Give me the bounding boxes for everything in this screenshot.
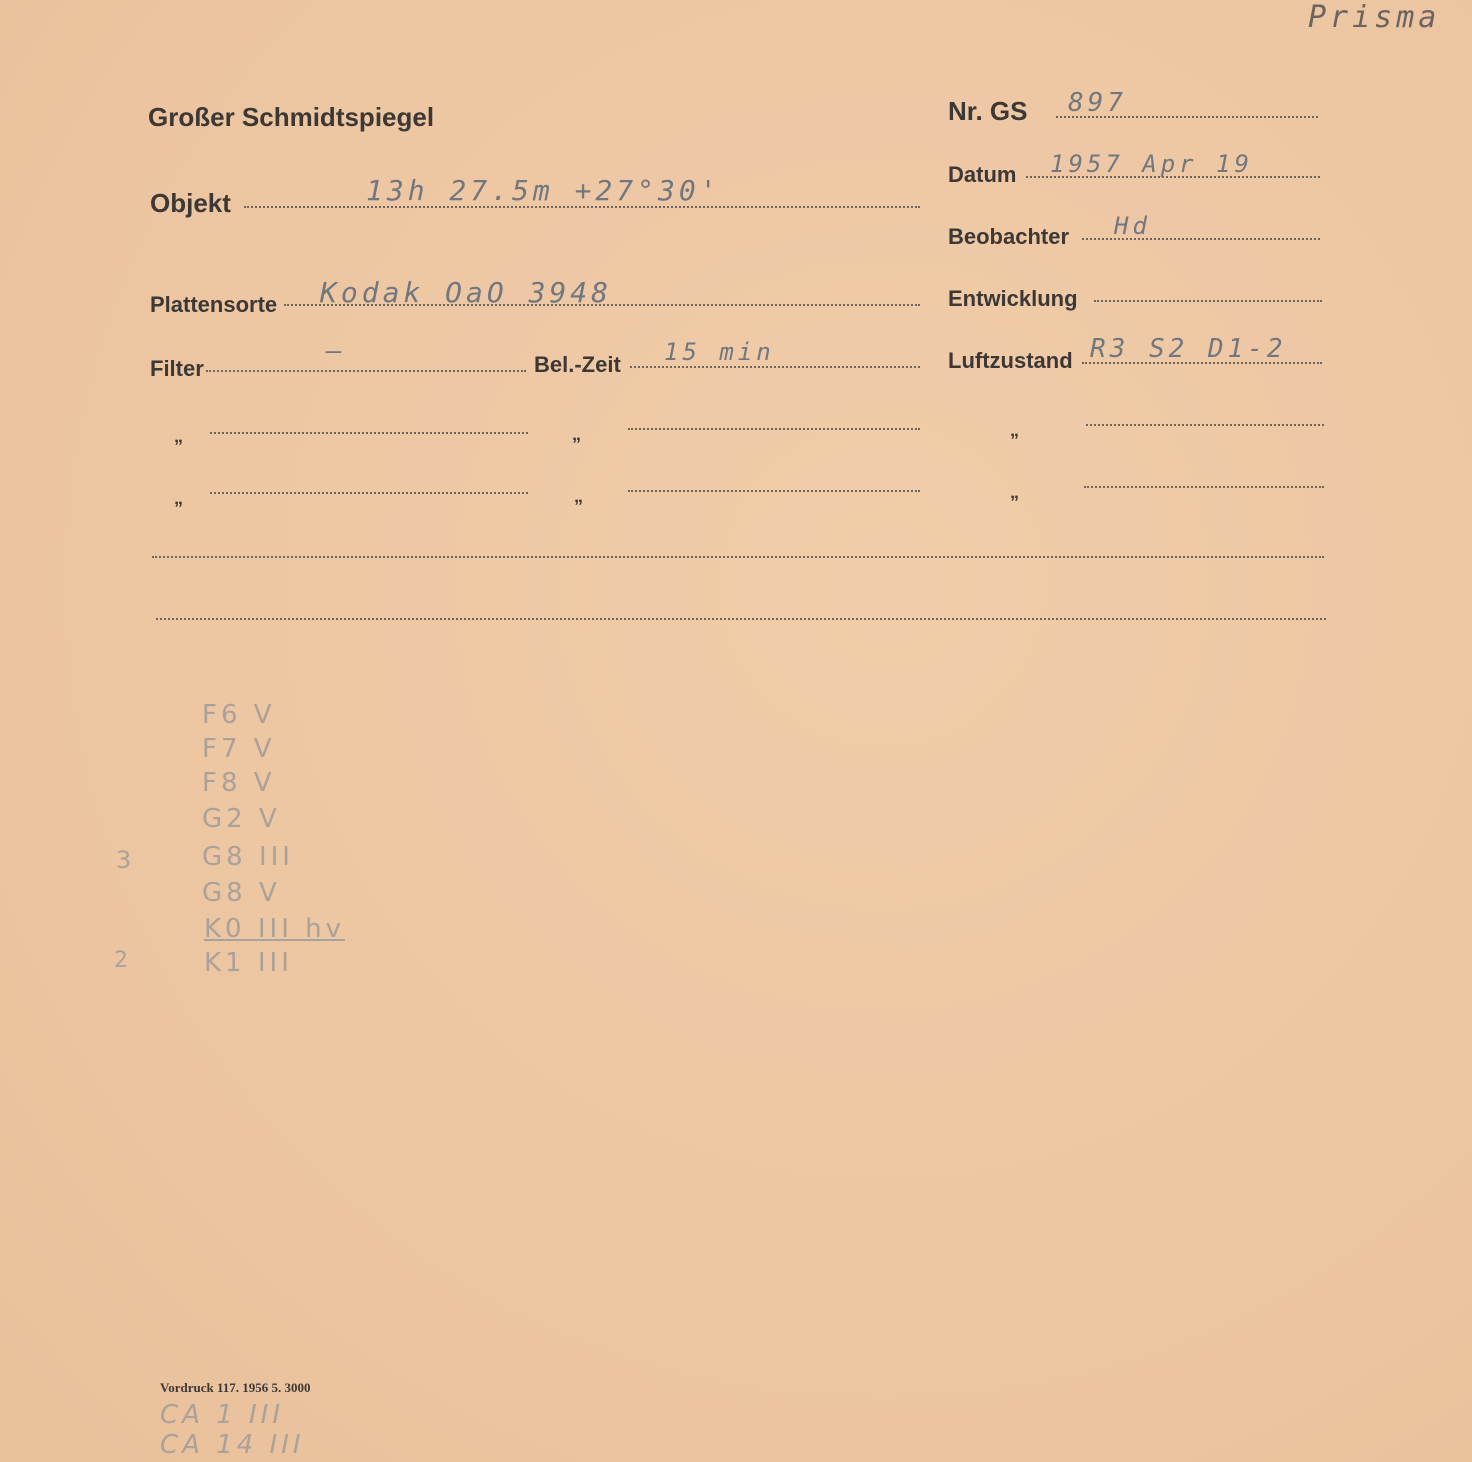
datum-value: 1957 Apr 19 [1050,150,1253,178]
print-note: Vordruck 117. 1956 5. 3000 [160,1380,311,1395]
ditto-line [210,492,528,494]
filter-value: — [326,336,346,366]
ditto-line [628,428,920,430]
luftzustand-label: Luftzustand [948,348,1073,373]
ditto-mark: „ [1010,482,1019,502]
belzeit-value: 15 min [664,338,775,366]
belzeit-line [630,366,920,368]
objekt-label: Objekt [150,188,231,218]
spectral-type-note: G8 V [202,878,281,908]
ditto-line [1086,424,1324,426]
nr-label: Nr. GS [948,96,1028,126]
ca-note: CA 14 III [160,1430,305,1460]
luftzustand-value: R3 S2 D1-2 [1090,334,1287,364]
plattensorte-label: Plattensorte [150,292,278,317]
entwicklung-line [1094,300,1322,302]
filter-line [206,370,526,372]
ditto-line [1084,486,1324,488]
objekt-value: 13h 27.5m +27°30' [366,174,721,207]
ditto-line [210,432,528,434]
spectral-type-note: G2 V [202,804,281,834]
beobachter-label: Beobachter [948,224,1070,249]
spectral-type-note: K0 III hv [204,914,345,944]
corner-note: Prisma [1308,0,1441,35]
nr-value: 897 [1068,88,1127,118]
margin-number: 3 [116,846,136,874]
spectral-type-note: G8 III [202,842,294,872]
entwicklung-label: Entwicklung [948,286,1078,311]
notes-line [156,618,1326,620]
form-title: Großer Schmidtspiegel [148,102,435,132]
ditto-mark: „ [174,426,183,446]
ca-note: CA 1 III [160,1400,285,1430]
beobachter-value: Hd [1114,212,1151,240]
ditto-mark: „ [574,486,583,506]
ditto-mark: „ [174,488,183,508]
ditto-mark: „ [572,424,581,444]
spectral-type-note: F6 V [202,700,276,730]
notes-line [152,556,1324,558]
filter-label: Filter [150,356,204,381]
plattensorte-value: Kodak OaO 3948 [320,276,613,309]
ditto-mark: „ [1010,420,1019,440]
datum-label: Datum [948,162,1017,187]
margin-number: 2 [114,948,132,973]
ditto-line [628,490,920,492]
spectral-type-note: K1 III [204,948,293,978]
belzeit-label: Bel.-Zeit [534,352,621,377]
spectral-type-note: F7 V [202,734,276,764]
spectral-type-note: F8 V [202,768,276,798]
